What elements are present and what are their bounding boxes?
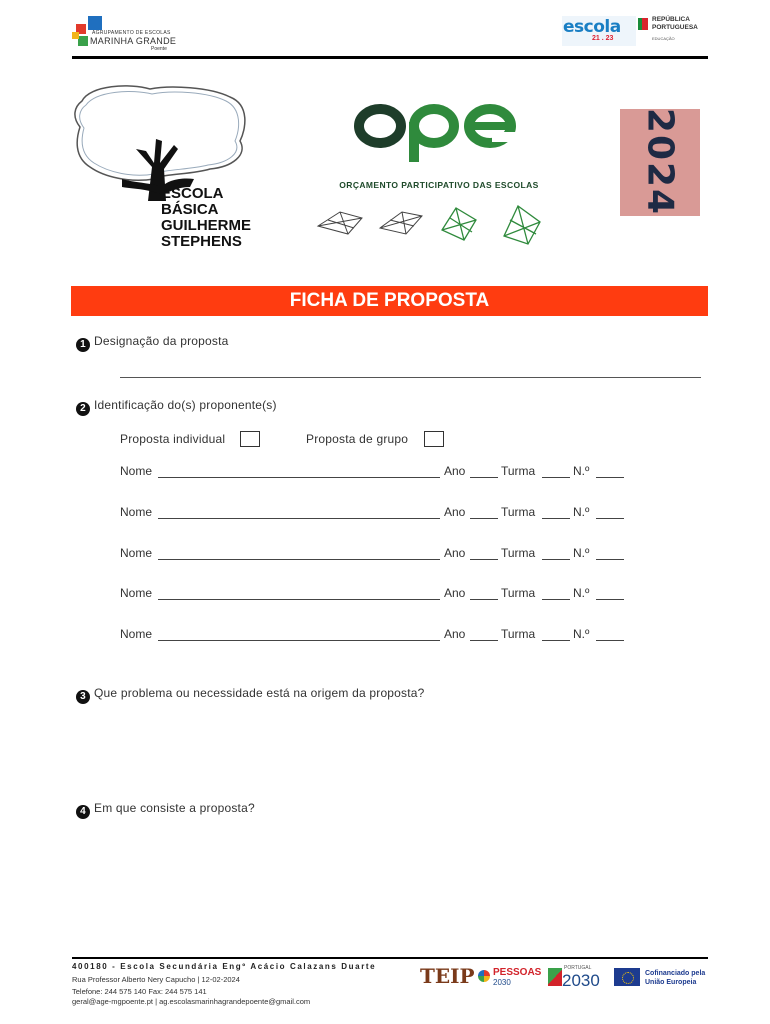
- number-label: N.º: [573, 505, 590, 519]
- footer-school: 400180 - Escola Secundária Engº Acácio Calazans Duarte: [72, 962, 377, 971]
- year-badge: [620, 109, 700, 216]
- class-label: Turma: [501, 586, 536, 600]
- proponent-row: [120, 627, 640, 643]
- class-field[interactable]: [542, 518, 570, 519]
- question-4-label: Em que consiste a proposta?: [94, 801, 255, 815]
- year-field[interactable]: [470, 477, 498, 478]
- year-field[interactable]: [470, 518, 498, 519]
- name-field[interactable]: [158, 640, 440, 641]
- pessoas-label: PESSOAS: [493, 967, 542, 978]
- question-2: [76, 398, 277, 416]
- class-label: Turma: [501, 627, 536, 641]
- group-checkbox[interactable]: [424, 431, 444, 447]
- school-name: [161, 186, 251, 250]
- footer-email[interactable]: geral@age-mgpoente.pt | ag.escolasmarinhagrandepoente@gmail.com: [72, 997, 311, 1006]
- year-label: Ano: [444, 464, 466, 478]
- year-field[interactable]: [470, 559, 498, 560]
- number-label: N.º: [573, 586, 590, 600]
- number-field[interactable]: [596, 559, 624, 560]
- republic-name: [652, 16, 698, 32]
- name-label: Nome: [120, 586, 153, 600]
- question-1: [76, 334, 229, 352]
- portugal-label: PORTUGAL: [564, 965, 592, 971]
- question-2-number: 2: [76, 402, 90, 416]
- portugal-2030-logo: [548, 964, 606, 992]
- year-label: Ano: [444, 546, 466, 560]
- school-name-line2: BÁSICA: [161, 201, 219, 218]
- question-1-number: 1: [76, 338, 90, 352]
- school-name-line4: STEPHENS: [161, 233, 242, 250]
- option-individual-label: Proposta individual: [120, 432, 226, 446]
- number-field[interactable]: [596, 518, 624, 519]
- class-label: Turma: [501, 505, 536, 519]
- question-4-number: 4: [76, 805, 90, 819]
- portugal-flag-icon: [638, 18, 648, 30]
- group-logo-line3: Poente: [151, 46, 167, 52]
- ope-wordmark-graphic: [352, 88, 522, 168]
- polyhedron-icons: [314, 200, 554, 250]
- logo-square-yellow: [72, 32, 79, 39]
- year-field[interactable]: [470, 599, 498, 600]
- year-field[interactable]: [470, 640, 498, 641]
- pessoas-icon: [478, 970, 490, 982]
- proposal-designation-field[interactable]: [120, 377, 701, 378]
- option-group-label: Proposta de grupo: [306, 432, 409, 446]
- eu-text-line2: União Europeia: [645, 979, 697, 986]
- teip-logo: [420, 962, 476, 992]
- proponent-row: [120, 586, 640, 602]
- question-3: [76, 686, 425, 704]
- class-label: Turma: [501, 546, 536, 560]
- number-field[interactable]: [596, 477, 624, 478]
- escola-logo: [562, 16, 636, 46]
- class-label: Turma: [501, 464, 536, 478]
- problem-answer-area[interactable]: [120, 706, 700, 791]
- question-3-label: Que problema ou necessidade está na origem da proposta?: [94, 686, 425, 700]
- ope-subtitle: ORÇAMENTO PARTICIPATIVO DAS ESCOLAS: [339, 180, 539, 190]
- year-label: Ano: [444, 505, 466, 519]
- number-label: N.º: [573, 627, 590, 641]
- name-field[interactable]: [158, 559, 440, 560]
- individual-checkbox[interactable]: [240, 431, 260, 447]
- name-label: Nome: [120, 627, 153, 641]
- republic-line3: EDUCAÇÃO: [652, 36, 675, 41]
- name-label: Nome: [120, 546, 153, 560]
- teip-logo-text: TEIP: [420, 964, 475, 988]
- proponent-row: [120, 505, 640, 521]
- year-label: Ano: [444, 627, 466, 641]
- eu-cofunded-text: [645, 969, 705, 987]
- form-title: FICHA DE PROPOSTA: [289, 290, 490, 311]
- class-field[interactable]: [542, 477, 570, 478]
- escola-logo-years: 21 . 23: [592, 35, 614, 42]
- portugal-year: 2030: [562, 971, 600, 990]
- proposal-answer-area[interactable]: [120, 822, 700, 947]
- logo-square-blue: [88, 16, 102, 30]
- name-field[interactable]: [158, 518, 440, 519]
- footer-phone: Telefone: 244 575 140 Fax: 244 575 141: [72, 987, 207, 996]
- name-label: Nome: [120, 505, 153, 519]
- eu-text-line1: Cofinanciado pela: [645, 970, 706, 977]
- year-label: Ano: [444, 586, 466, 600]
- pessoas-year: 2030: [493, 978, 511, 987]
- school-logo: [70, 83, 280, 263]
- name-field[interactable]: [158, 599, 440, 600]
- question-4: [76, 801, 255, 819]
- republic-line1: REPÚBLICA: [652, 16, 690, 23]
- republic-line2: PORTUGUESA: [652, 24, 698, 31]
- group-logo-line1: AGRUPAMENTO DE ESCOLAS: [92, 30, 171, 36]
- number-label: N.º: [573, 464, 590, 478]
- question-1-label: Designação da proposta: [94, 334, 229, 348]
- header-divider: [72, 56, 708, 59]
- number-label: N.º: [573, 546, 590, 560]
- eu-flag-icon: [614, 968, 640, 986]
- escola-logo-word: escola: [563, 17, 621, 37]
- logo-square-green: [78, 36, 88, 46]
- class-field[interactable]: [542, 599, 570, 600]
- republic-logo: [638, 16, 708, 44]
- form-title-bar: [71, 286, 708, 316]
- ope-geometric-shapes: [314, 200, 554, 250]
- footer-address: Rua Professor Alberto Nery Capucho | 12-02-2024: [72, 975, 240, 984]
- name-field[interactable]: [158, 477, 440, 478]
- number-field[interactable]: [596, 599, 624, 600]
- eu-stars-ring: [622, 972, 634, 984]
- portugal-2030-icon: [548, 968, 562, 986]
- proponent-row: [120, 464, 640, 480]
- school-name-line1: ESCOLA: [161, 185, 224, 202]
- footer-divider: [72, 957, 708, 959]
- school-name-line3: GUILHERME: [161, 217, 251, 234]
- year-text: 2024: [639, 107, 681, 217]
- number-field[interactable]: [596, 640, 624, 641]
- ope-logo: [352, 88, 522, 168]
- class-field[interactable]: [542, 640, 570, 641]
- group-logo: [72, 14, 177, 54]
- class-field[interactable]: [542, 559, 570, 560]
- group-logo-line2: MARINHA GRANDE: [90, 36, 177, 46]
- name-label: Nome: [120, 464, 153, 478]
- proponent-row: [120, 546, 640, 562]
- pessoas-logo: [478, 966, 542, 990]
- question-3-number: 3: [76, 690, 90, 704]
- question-2-label: Identificação do(s) proponente(s): [94, 398, 277, 412]
